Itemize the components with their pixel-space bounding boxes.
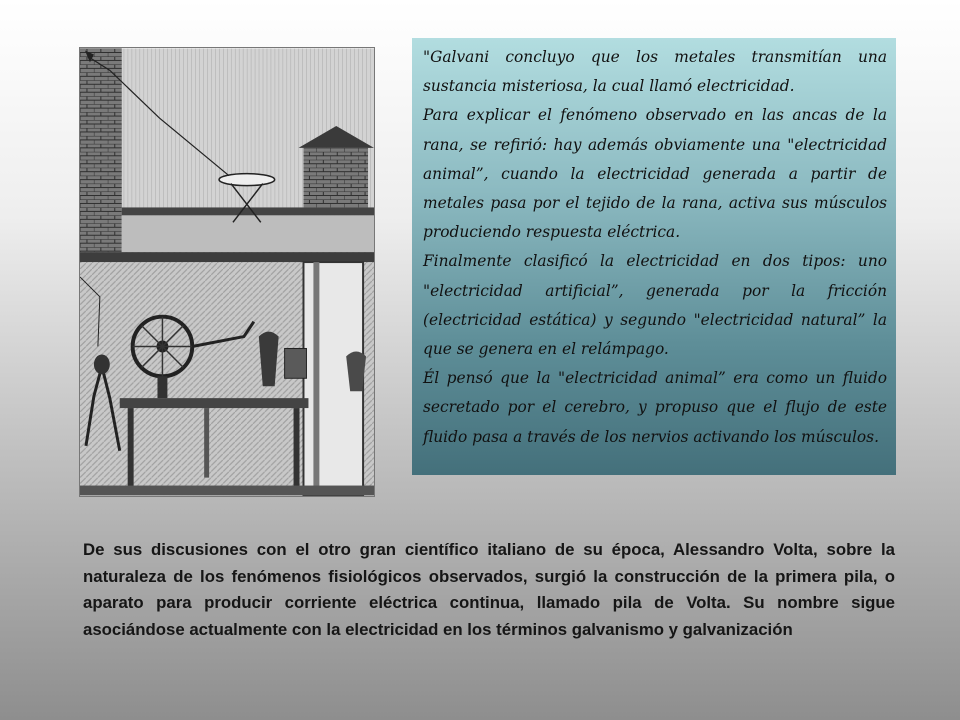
quote-paragraph: Finalmente clasificó la electricidad en dos tipos: uno "electricidad artificial”, generada por la fricción (electricidad estática) y segundo "electricidad natural” la que se genera en el relámpago.: [423, 252, 887, 359]
quote-paragraph: Para explicar el fenómeno observado en las ancas de la rana, se refirió: hay además obviamente una "electricidad animal”, cuando la electricidad generada a partir de metales pasa por el tejido de la rana, activa sus músculos produciendo respuesta eléctrica.: [423, 106, 887, 242]
volta-paragraph: De sus discusiones con el otro gran científico italiano de su época, Alessandro Volta, sobre la naturaleza de los fenómenos fisiológicos observados, surgió la construcción de la primera pila, o aparato para producir corriente eléctrica continua, llamado pila de Volta. Su nombre sigue asociándose actualmente con la electricidad en los términos galvanismo y galvanización: [83, 540, 895, 639]
galvani-quote-box: [412, 38, 896, 475]
quote-paragraph: Él pensó que la "electricidad animal” era como un fluido secretado por el cerebro, y propuso que el flujo de este fluido pasa a través de los nervios activando los músculos.: [423, 369, 887, 446]
galvani-experiment-engraving: [79, 47, 375, 497]
quote-paragraph: "Galvani concluyo que los metales transmitían una sustancia misteriosa, la cual llamó electricidad.: [423, 48, 887, 96]
